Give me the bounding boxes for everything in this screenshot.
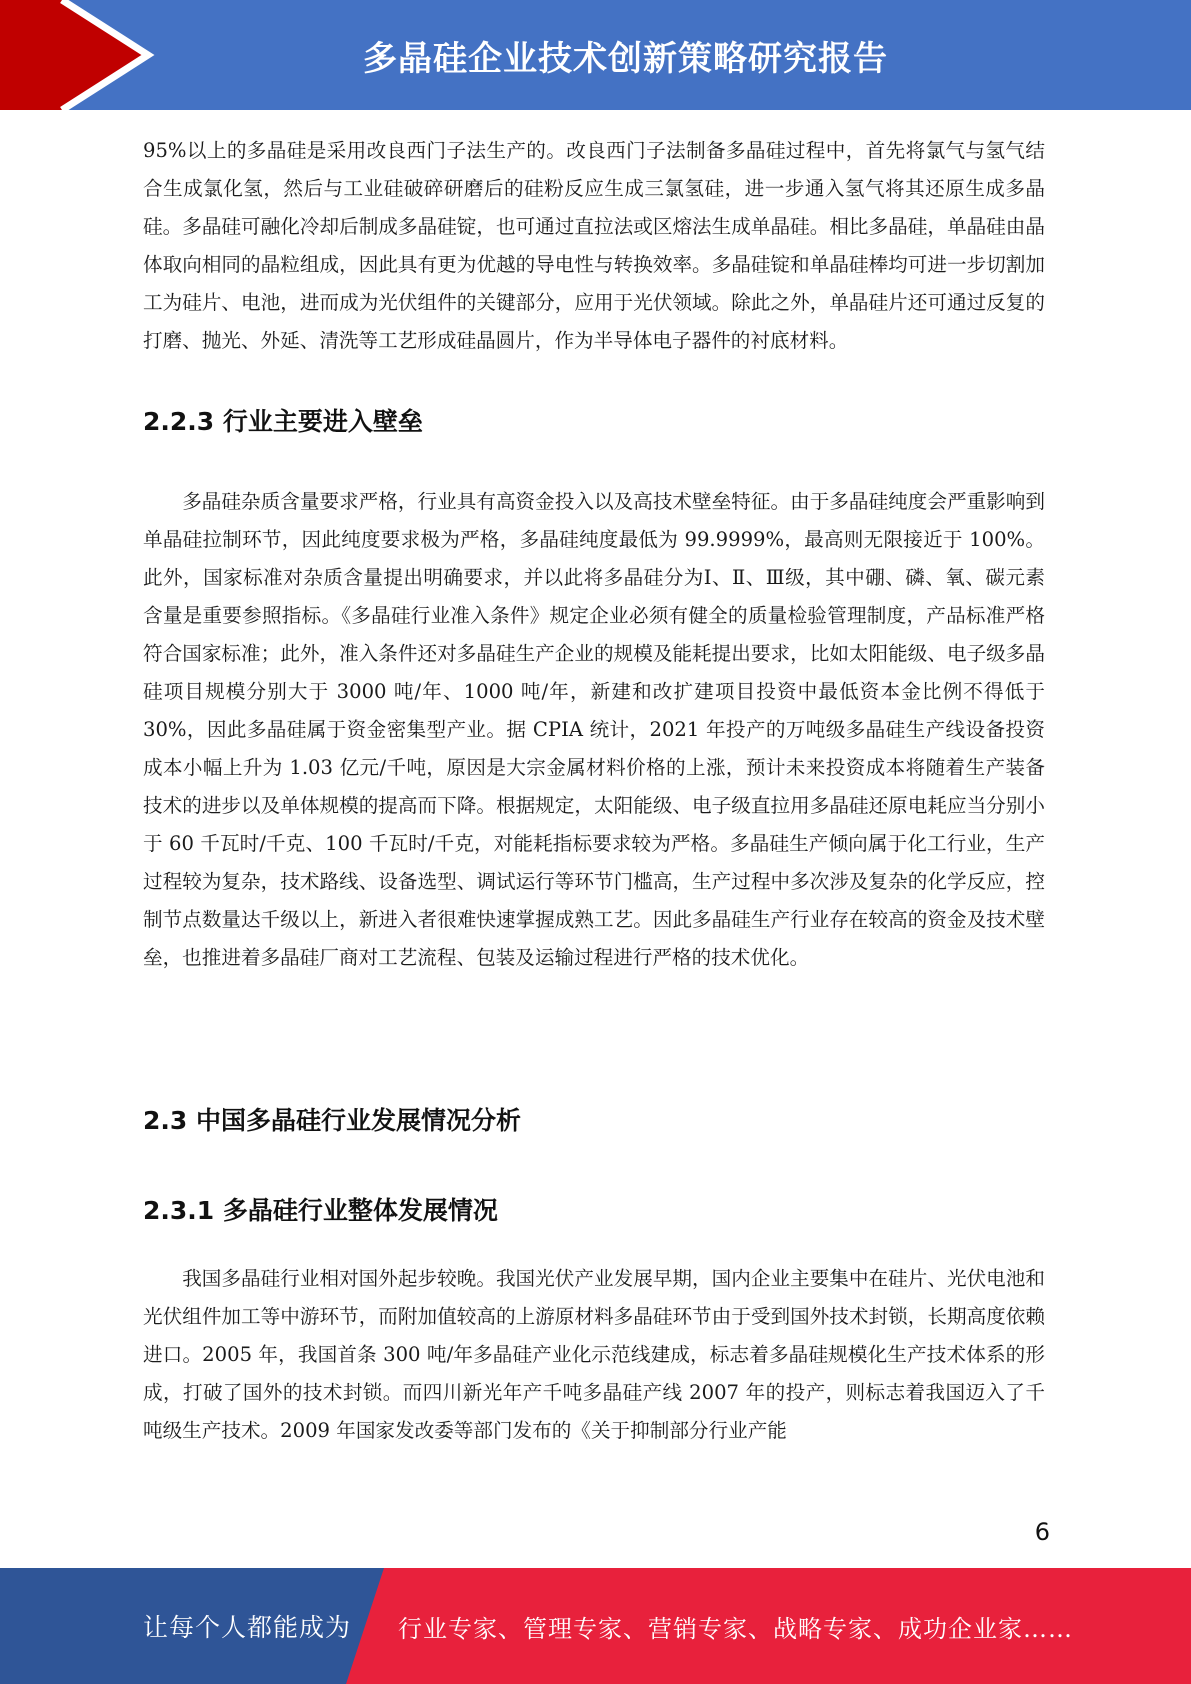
paragraph-barriers: 多晶硅杂质含量要求严格，行业具有高资金投入以及高技术壁垒特征。由于多晶硅纯度会严重影响到单晶硅拉制环节，因此纯度要求极为严格，多晶硅纯度最低为 99.9999%，最高则无限接近于 100%。此外，国家标准对杂质含量提出明确要求，并以此将多晶硅分为Ⅰ、Ⅱ、Ⅲ级，其中硼、磷、氧、碳元素含量是重要参照指标。《多晶硅行业准入条件》规定企业必须有健全的质量检验管理制度，产品标准严格符合国家标准；此外，准入条件还对多晶硅生产企业的规模及能耗提出要求，比如太阳能级、电子级多晶硅项目规模分别大于 3000 吨/年、1000 吨/年，新建和改扩建项目投资中最低资本金比例不得低于 30%，因此多晶硅属于资金密集型产业。据 CPIA 统计，2021 年投产的万吨级多晶硅生产线设备投资成本小幅上升为 1.03 亿元/千吨，原因是大宗金属材料价格的上涨，预计未来投资成本将随着生产装备技术的进步以及单体规模的提高而下降。根据规定，太阳能级、电子级直拉用多晶硅还原电耗应当分别小于 60 千瓦时/千克、100 千瓦时/千克，对能耗指标要求较为严格。多晶硅生产倾向属于化工行业，生产过程较为复杂，技术路线、设备选型、调试运行等环节门槛高，生产过程中多次涉及复杂的化学反应，控制节点数量达千级以上，新进入者很难快速掌握成熟工艺。因此多晶硅生产行业存在较高的资金及技术壁垒，也推进着多晶硅厂商对工艺流程、包装及运输过程进行严格的技术优化。: [143, 490, 1045, 969]
paragraph-intro: 95%以上的多晶硅是采用改良西门子法生产的。改良西门子法制备多晶硅过程中，首先将氯气与氢气结合生成氯化氢，然后与工业硅破碎研磨后的硅粉反应生成三氯氢硅，进一步通入氢气将其还原生成多晶硅。多晶硅可融化冷却后制成多晶硅锭，也可通过直拉法或区熔法生成单晶硅。相比多晶硅，单晶硅由晶体取向相同的晶粒组成，因此具有更为优越的导电性与转换效率。多晶硅锭和单晶硅棒均可进一步切割加工为硅片、电池，进而成为光伏组件的关键部分，应用于光伏领域。除此之外，单晶硅片还可通过反复的打磨、抛光、外延、清洗等工艺形成硅晶圆片，作为半导体电子器件的衬底材料。: [143, 139, 1045, 352]
page-content: [143, 132, 1045, 1450]
footer-slogan-left: 让每个人都能成为: [143, 1613, 352, 1642]
page-header: [0, 0, 1191, 110]
heading-2-2-3: 2.2.3 行业主要进入壁垒: [143, 407, 423, 436]
heading-2-3: 2.3 中国多晶硅行业发展情况分析: [143, 1106, 521, 1135]
header-arrow-icon: [0, 0, 160, 110]
paragraph-development: 我国多晶硅行业相对国外起步较晚。我国光伏产业发展早期，国内企业主要集中在硅片、光伏电池和光伏组件加工等中游环节，而附加值较高的上游原材料多晶硅环节由于受到国外技术封锁，长期高度依赖进口。2005 年，我国首条 300 吨/年多晶硅产业化示范线建成，标志着多晶硅规模化生产技术体系的形成，打破了国外的技术封锁。而四川新光年产千吨多晶硅产线 2007 年的投产，则标志着我国迈入了千吨级生产技术。2009 年国家发改委等部门发布的《关于抑制部分行业产能: [143, 1267, 1045, 1442]
page-footer: [0, 1568, 1191, 1684]
report-title: 多晶硅企业技术创新策略研究报告: [363, 38, 888, 79]
heading-2-3-1: 2.3.1 多晶硅行业整体发展情况: [143, 1196, 498, 1225]
page-number: 6: [1034, 1518, 1050, 1546]
footer-slogan-right: 行业专家、管理专家、营销专家、战略专家、成功企业家……: [398, 1614, 1073, 1643]
